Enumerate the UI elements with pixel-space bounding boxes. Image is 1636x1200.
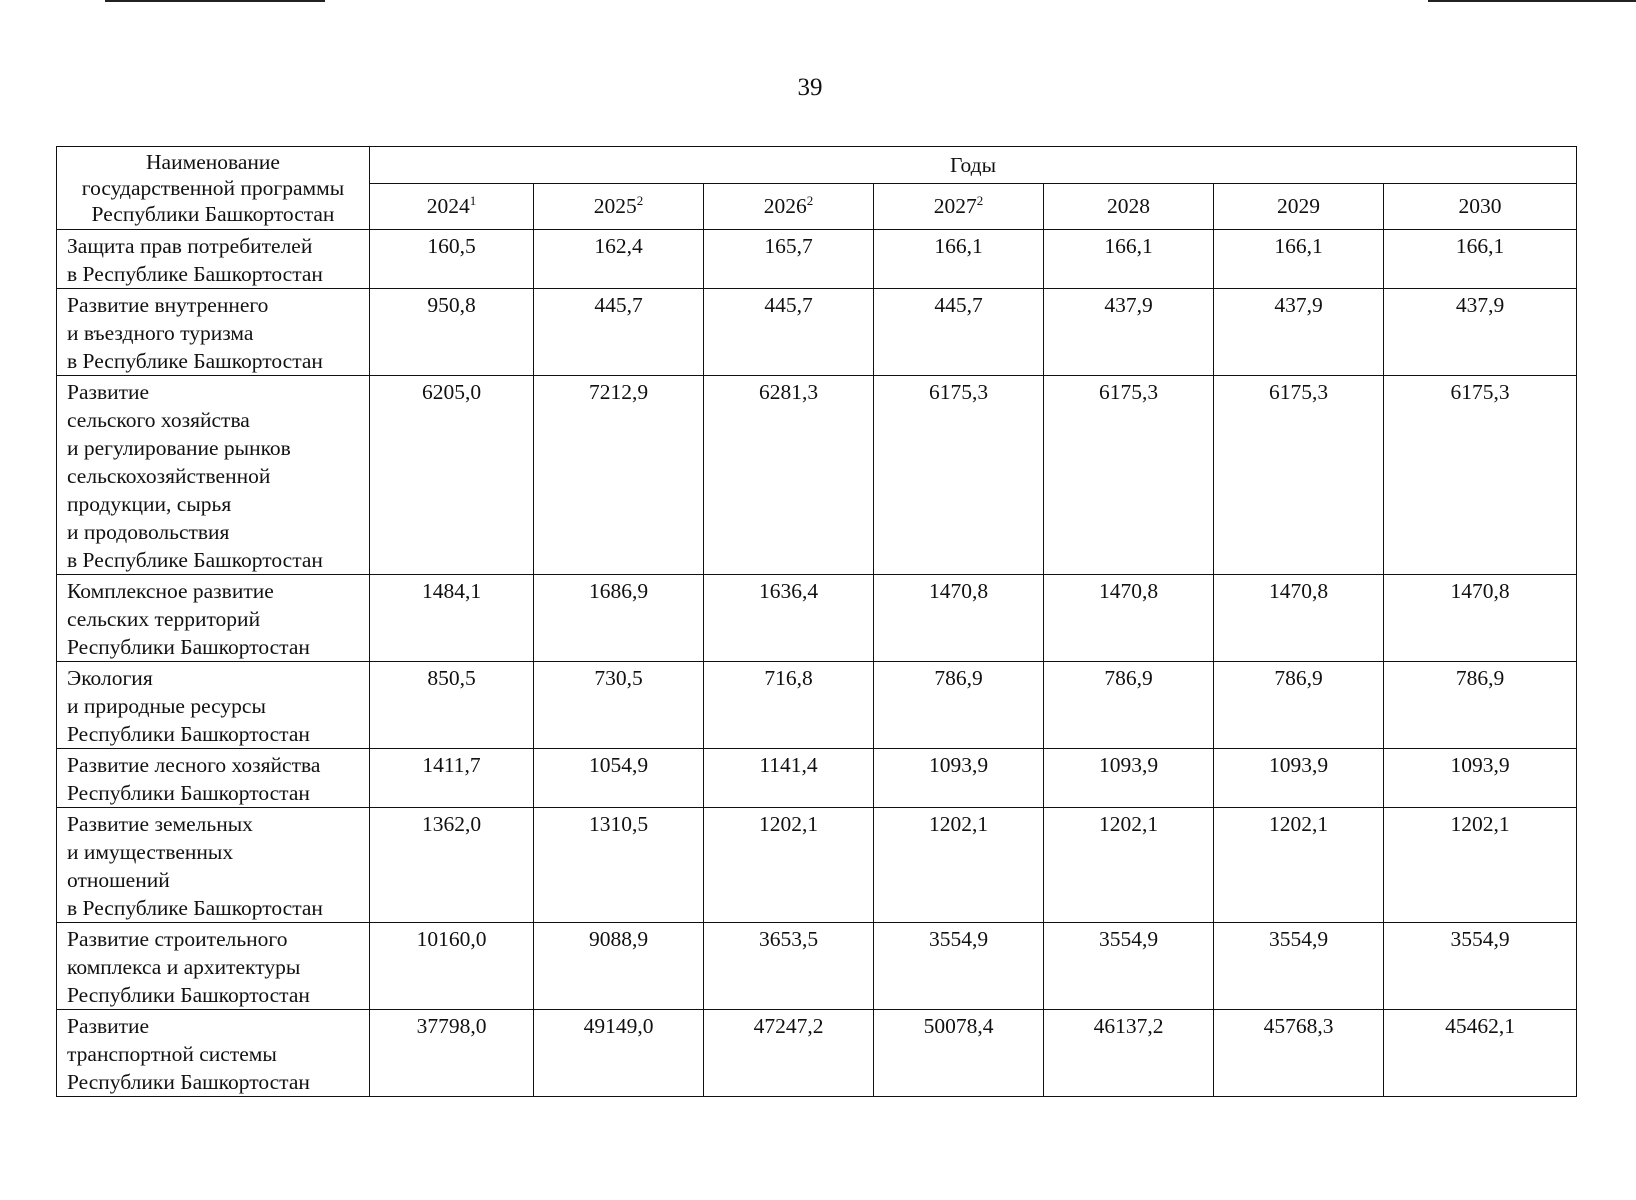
program-name-cell bbox=[57, 808, 370, 923]
value-cell: 1093,9 bbox=[1044, 749, 1214, 808]
value-cell: 45462,1 bbox=[1384, 1010, 1577, 1097]
table-row bbox=[57, 289, 1577, 376]
value-cell: 1470,8 bbox=[1384, 575, 1577, 662]
value-cell: 1362,0 bbox=[370, 808, 534, 923]
value-cell: 786,9 bbox=[1214, 662, 1384, 749]
value-cell: 6175,3 bbox=[1214, 376, 1384, 575]
program-name-line: Республики Башкортостан bbox=[67, 1070, 310, 1094]
value-cell: 166,1 bbox=[1384, 230, 1577, 289]
value-cell: 47247,2 bbox=[704, 1010, 874, 1097]
value-cell: 1202,1 bbox=[874, 808, 1044, 923]
program-name-line: сельского хозяйства bbox=[67, 408, 250, 432]
value-cell: 850,5 bbox=[370, 662, 534, 749]
value-cell: 9088,9 bbox=[534, 923, 704, 1010]
value-cell: 445,7 bbox=[704, 289, 874, 376]
header-name-line: Наименование bbox=[146, 150, 280, 174]
footnote-mark: 2 bbox=[636, 193, 644, 209]
value-cell: 1141,4 bbox=[704, 749, 874, 808]
value-cell: 6175,3 bbox=[1044, 376, 1214, 575]
footnote-mark: 2 bbox=[806, 193, 814, 209]
header-year-2027: 2027$^2$ bbox=[874, 184, 1044, 230]
value-cell: 1411,7 bbox=[370, 749, 534, 808]
program-name-line: Развитие bbox=[67, 1014, 150, 1038]
scan-edge-mark-left bbox=[105, 0, 325, 2]
program-name-cell bbox=[57, 923, 370, 1010]
value-cell: 950,8 bbox=[370, 289, 534, 376]
header-name-line: государственной программы bbox=[81, 176, 345, 200]
value-cell: 3554,9 bbox=[1214, 923, 1384, 1010]
value-cell: 1686,9 bbox=[534, 575, 704, 662]
table-row bbox=[57, 749, 1577, 808]
value-cell: 6205,0 bbox=[370, 376, 534, 575]
value-cell: 7212,9 bbox=[534, 376, 704, 575]
program-name-cell bbox=[57, 289, 370, 376]
table-row bbox=[57, 808, 1577, 923]
header-year-2026: 2026$^2$ bbox=[704, 184, 874, 230]
value-cell: 445,7 bbox=[874, 289, 1044, 376]
header-row-top bbox=[57, 147, 1577, 184]
value-cell: 1054,9 bbox=[534, 749, 704, 808]
program-name-line: в Республике Башкортостан bbox=[67, 349, 323, 373]
footnote-mark: 1 bbox=[469, 193, 477, 209]
program-name-line: отношений bbox=[67, 868, 170, 892]
value-cell: 1202,1 bbox=[1384, 808, 1577, 923]
header-program-name bbox=[57, 147, 370, 230]
value-cell: 166,1 bbox=[1214, 230, 1384, 289]
value-cell: 45768,3 bbox=[1214, 1010, 1384, 1097]
value-cell: 3653,5 bbox=[704, 923, 874, 1010]
table-row bbox=[57, 230, 1577, 289]
value-cell: 1310,5 bbox=[534, 808, 704, 923]
value-cell: 46137,2 bbox=[1044, 1010, 1214, 1097]
value-cell: 3554,9 bbox=[1044, 923, 1214, 1010]
value-cell: 1470,8 bbox=[874, 575, 1044, 662]
value-cell: 786,9 bbox=[1044, 662, 1214, 749]
value-cell: 1636,4 bbox=[704, 575, 874, 662]
value-cell: 1202,1 bbox=[1214, 808, 1384, 923]
value-cell: 6175,3 bbox=[1384, 376, 1577, 575]
program-name-line: Развитие земельных bbox=[67, 812, 253, 836]
value-cell: 786,9 bbox=[874, 662, 1044, 749]
footnote-mark: 2 bbox=[976, 193, 984, 209]
header-year-2025: 2025$^2$ bbox=[534, 184, 704, 230]
program-name-cell bbox=[57, 376, 370, 575]
value-cell: 6281,3 bbox=[704, 376, 874, 575]
program-budget-table bbox=[56, 146, 1577, 1097]
program-name-line: продукции, сырья bbox=[67, 492, 232, 516]
value-cell: 786,9 bbox=[1384, 662, 1577, 749]
program-name-cell bbox=[57, 749, 370, 808]
value-cell: 165,7 bbox=[704, 230, 874, 289]
header-year-2024: 2024$^1$ bbox=[370, 184, 534, 230]
value-cell: 1093,9 bbox=[1384, 749, 1577, 808]
value-cell: 37798,0 bbox=[370, 1010, 534, 1097]
value-cell: 1470,8 bbox=[1044, 575, 1214, 662]
program-name-cell bbox=[57, 662, 370, 749]
program-name-line: Развитие строительного bbox=[67, 927, 288, 951]
value-cell: 1093,9 bbox=[1214, 749, 1384, 808]
program-name-line: и имущественных bbox=[67, 840, 234, 864]
program-name-line: Республики Башкортостан bbox=[67, 635, 310, 659]
value-cell: 1202,1 bbox=[1044, 808, 1214, 923]
program-name-line: в Республике Башкортостан bbox=[67, 548, 323, 572]
program-name-line: Республики Башкортостан bbox=[67, 781, 310, 805]
program-name-cell bbox=[57, 575, 370, 662]
table-row bbox=[57, 376, 1577, 575]
table-row bbox=[57, 923, 1577, 1010]
program-name-line: и въездного туризма bbox=[67, 321, 254, 345]
value-cell: 162,4 bbox=[534, 230, 704, 289]
table-row bbox=[57, 575, 1577, 662]
value-cell: 166,1 bbox=[874, 230, 1044, 289]
value-cell: 50078,4 bbox=[874, 1010, 1044, 1097]
program-name-line: и продовольствия bbox=[67, 520, 230, 544]
table-body bbox=[57, 230, 1577, 1097]
value-cell: 445,7 bbox=[534, 289, 704, 376]
value-cell: 10160,0 bbox=[370, 923, 534, 1010]
header-year-2028: 2028 bbox=[1044, 184, 1214, 230]
value-cell: 1202,1 bbox=[704, 808, 874, 923]
value-cell: 3554,9 bbox=[1384, 923, 1577, 1010]
value-cell: 1470,8 bbox=[1214, 575, 1384, 662]
program-name-line: и регулирование рынков bbox=[67, 436, 291, 460]
program-name-line: Развитие лесного хозяйства bbox=[67, 753, 321, 777]
header-name-line: Республики Башкортостан bbox=[91, 202, 335, 226]
program-name-line: Развитие внутреннего bbox=[67, 293, 269, 317]
header-year-2029: 2029 bbox=[1214, 184, 1384, 230]
program-name-line: Экология bbox=[67, 666, 153, 690]
program-name-line: транспортной системы bbox=[67, 1042, 277, 1066]
value-cell: 49149,0 bbox=[534, 1010, 704, 1097]
value-cell: 6175,3 bbox=[874, 376, 1044, 575]
value-cell: 160,5 bbox=[370, 230, 534, 289]
table-row bbox=[57, 662, 1577, 749]
program-name-line: сельских территорий bbox=[67, 607, 261, 631]
table-row bbox=[57, 1010, 1577, 1097]
program-name-line: Республики Башкортостан bbox=[67, 983, 310, 1007]
program-name-line: Защита прав потребителей bbox=[67, 234, 313, 258]
value-cell: 3554,9 bbox=[874, 923, 1044, 1010]
program-name-line: и природные ресурсы bbox=[67, 694, 266, 718]
header-year-2030: 2030 bbox=[1384, 184, 1577, 230]
program-name-cell bbox=[57, 230, 370, 289]
value-cell: 716,8 bbox=[704, 662, 874, 749]
value-cell: 730,5 bbox=[534, 662, 704, 749]
value-cell: 437,9 bbox=[1044, 289, 1214, 376]
scan-edge-mark-right bbox=[1428, 0, 1636, 2]
program-name-line: Развитие bbox=[67, 380, 150, 404]
program-name-cell bbox=[57, 1010, 370, 1097]
page-number: 39 bbox=[797, 74, 823, 101]
header-years: Годы bbox=[370, 147, 1577, 184]
program-name-line: комплекса и архитектуры bbox=[67, 955, 301, 979]
program-name-line: Комплексное развитие bbox=[67, 579, 274, 603]
program-name-line: в Республике Башкортостан bbox=[67, 262, 323, 286]
value-cell: 166,1 bbox=[1044, 230, 1214, 289]
value-cell: 437,9 bbox=[1214, 289, 1384, 376]
value-cell: 437,9 bbox=[1384, 289, 1577, 376]
value-cell: 1484,1 bbox=[370, 575, 534, 662]
program-name-line: Республики Башкортостан bbox=[67, 722, 310, 746]
value-cell: 1093,9 bbox=[874, 749, 1044, 808]
program-name-line: сельскохозяйственной bbox=[67, 464, 271, 488]
program-name-line: в Республике Башкортостан bbox=[67, 896, 323, 920]
